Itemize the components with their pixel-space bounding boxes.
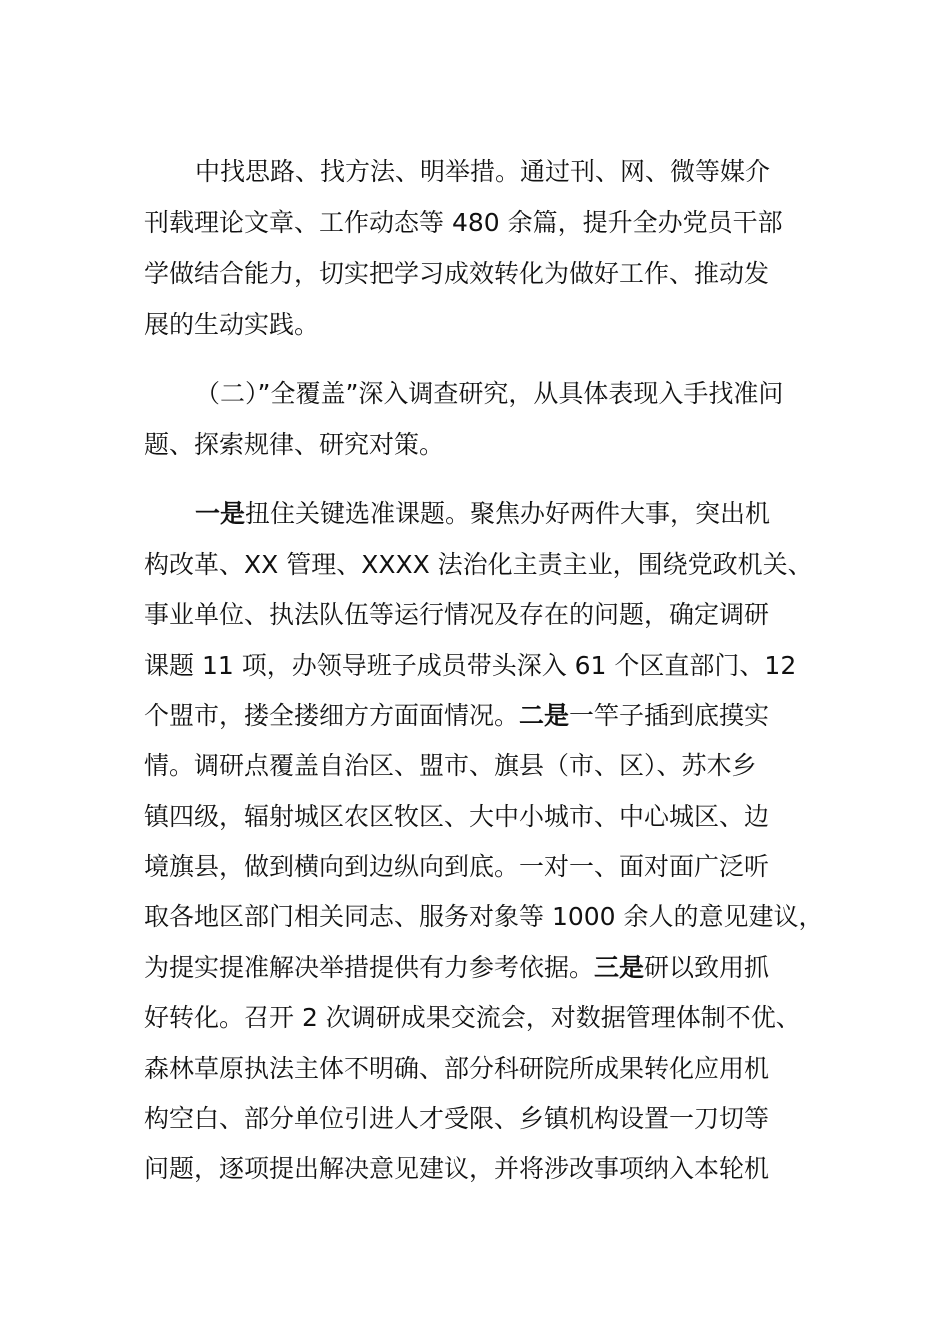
- bold-marker-3: 三是: [594, 953, 645, 982]
- paragraph2-line-11: 好转化。召开 2 次调研成果交流会，对数据管理体制不优、: [144, 1003, 801, 1032]
- paragraph2-line-9: 取各地区部门相关同志、服务对象等 1000 余人的意见建议，: [144, 902, 824, 931]
- paragraph1-line-3: 学做结合能力，切实把学习成效转化为做好工作、推动发: [144, 259, 770, 288]
- paragraph2-line-2: 构改革、XX 管理、XXXX 法治化主责主业，围绕党政机关、: [144, 550, 813, 579]
- paragraph1-line-4: 展的生动实践。: [144, 310, 320, 339]
- paragraph2-line-1-text: 扭住关键选准课题。聚焦办好两件大事，突出机: [245, 499, 771, 528]
- paragraph2-line-7: 镇四级，辐射城区农区牧区、大中小城市、中心城区、边: [144, 802, 770, 831]
- paragraph1-line-2: 刊载理论文章、工作动态等 480 余篇，提升全办党员干部: [144, 208, 783, 237]
- paragraph2-line-1: [195, 489, 770, 539]
- paragraph2-line-4: 课题 11 项，办领导班子成员带头深入 61 个区直部门、12: [144, 651, 797, 680]
- paragraph2-line-5-start: 个盟市，搂全搂细方方面面情况。: [144, 701, 520, 730]
- paragraph2-line-6: 情。调研点覆盖自治区、盟市、旗县（市、区）、苏木乡: [144, 751, 757, 780]
- paragraph2-line-3: 事业单位、执法队伍等运行情况及存在的问题，确定调研: [144, 600, 770, 629]
- paragraph2-line-8: 境旗县，做到横向到边纵向到底。一对一、面对面广泛听: [144, 852, 770, 881]
- bold-marker-1: 一是: [195, 499, 246, 528]
- paragraph2-line-10-end: 研以致用抓: [644, 953, 770, 982]
- bold-marker-2: 二是: [519, 701, 570, 730]
- paragraph2-line-10-start: 为提实提准解决举措提供有力参考依据。: [144, 953, 595, 982]
- paragraph2-line-14: 问题，逐项提出解决意见建议，并将涉改事项纳入本轮机: [144, 1154, 770, 1183]
- heading2-line-2: 题、探索规律、研究对策。: [144, 430, 445, 459]
- paragraph2-line-12: 森林草原执法主体不明确、部分科研院所成果转化应用机: [144, 1054, 770, 1083]
- heading2-line-1: （二）”全覆盖”深入调查研究，从具体表现入手找准问: [195, 379, 784, 408]
- paragraph2-line-5-end: 一竿子插到底摸实: [569, 701, 770, 730]
- paragraph1-line-1: 中找思路、找方法、明举措。通过刊、网、微等媒介: [195, 157, 771, 186]
- paragraph2-line-13: 构空白、部分单位引进人才受限、乡镇机构设置一刀切等: [144, 1104, 770, 1133]
- paragraph2-line-5: [144, 691, 769, 741]
- paragraph2-line-10: [144, 943, 769, 993]
